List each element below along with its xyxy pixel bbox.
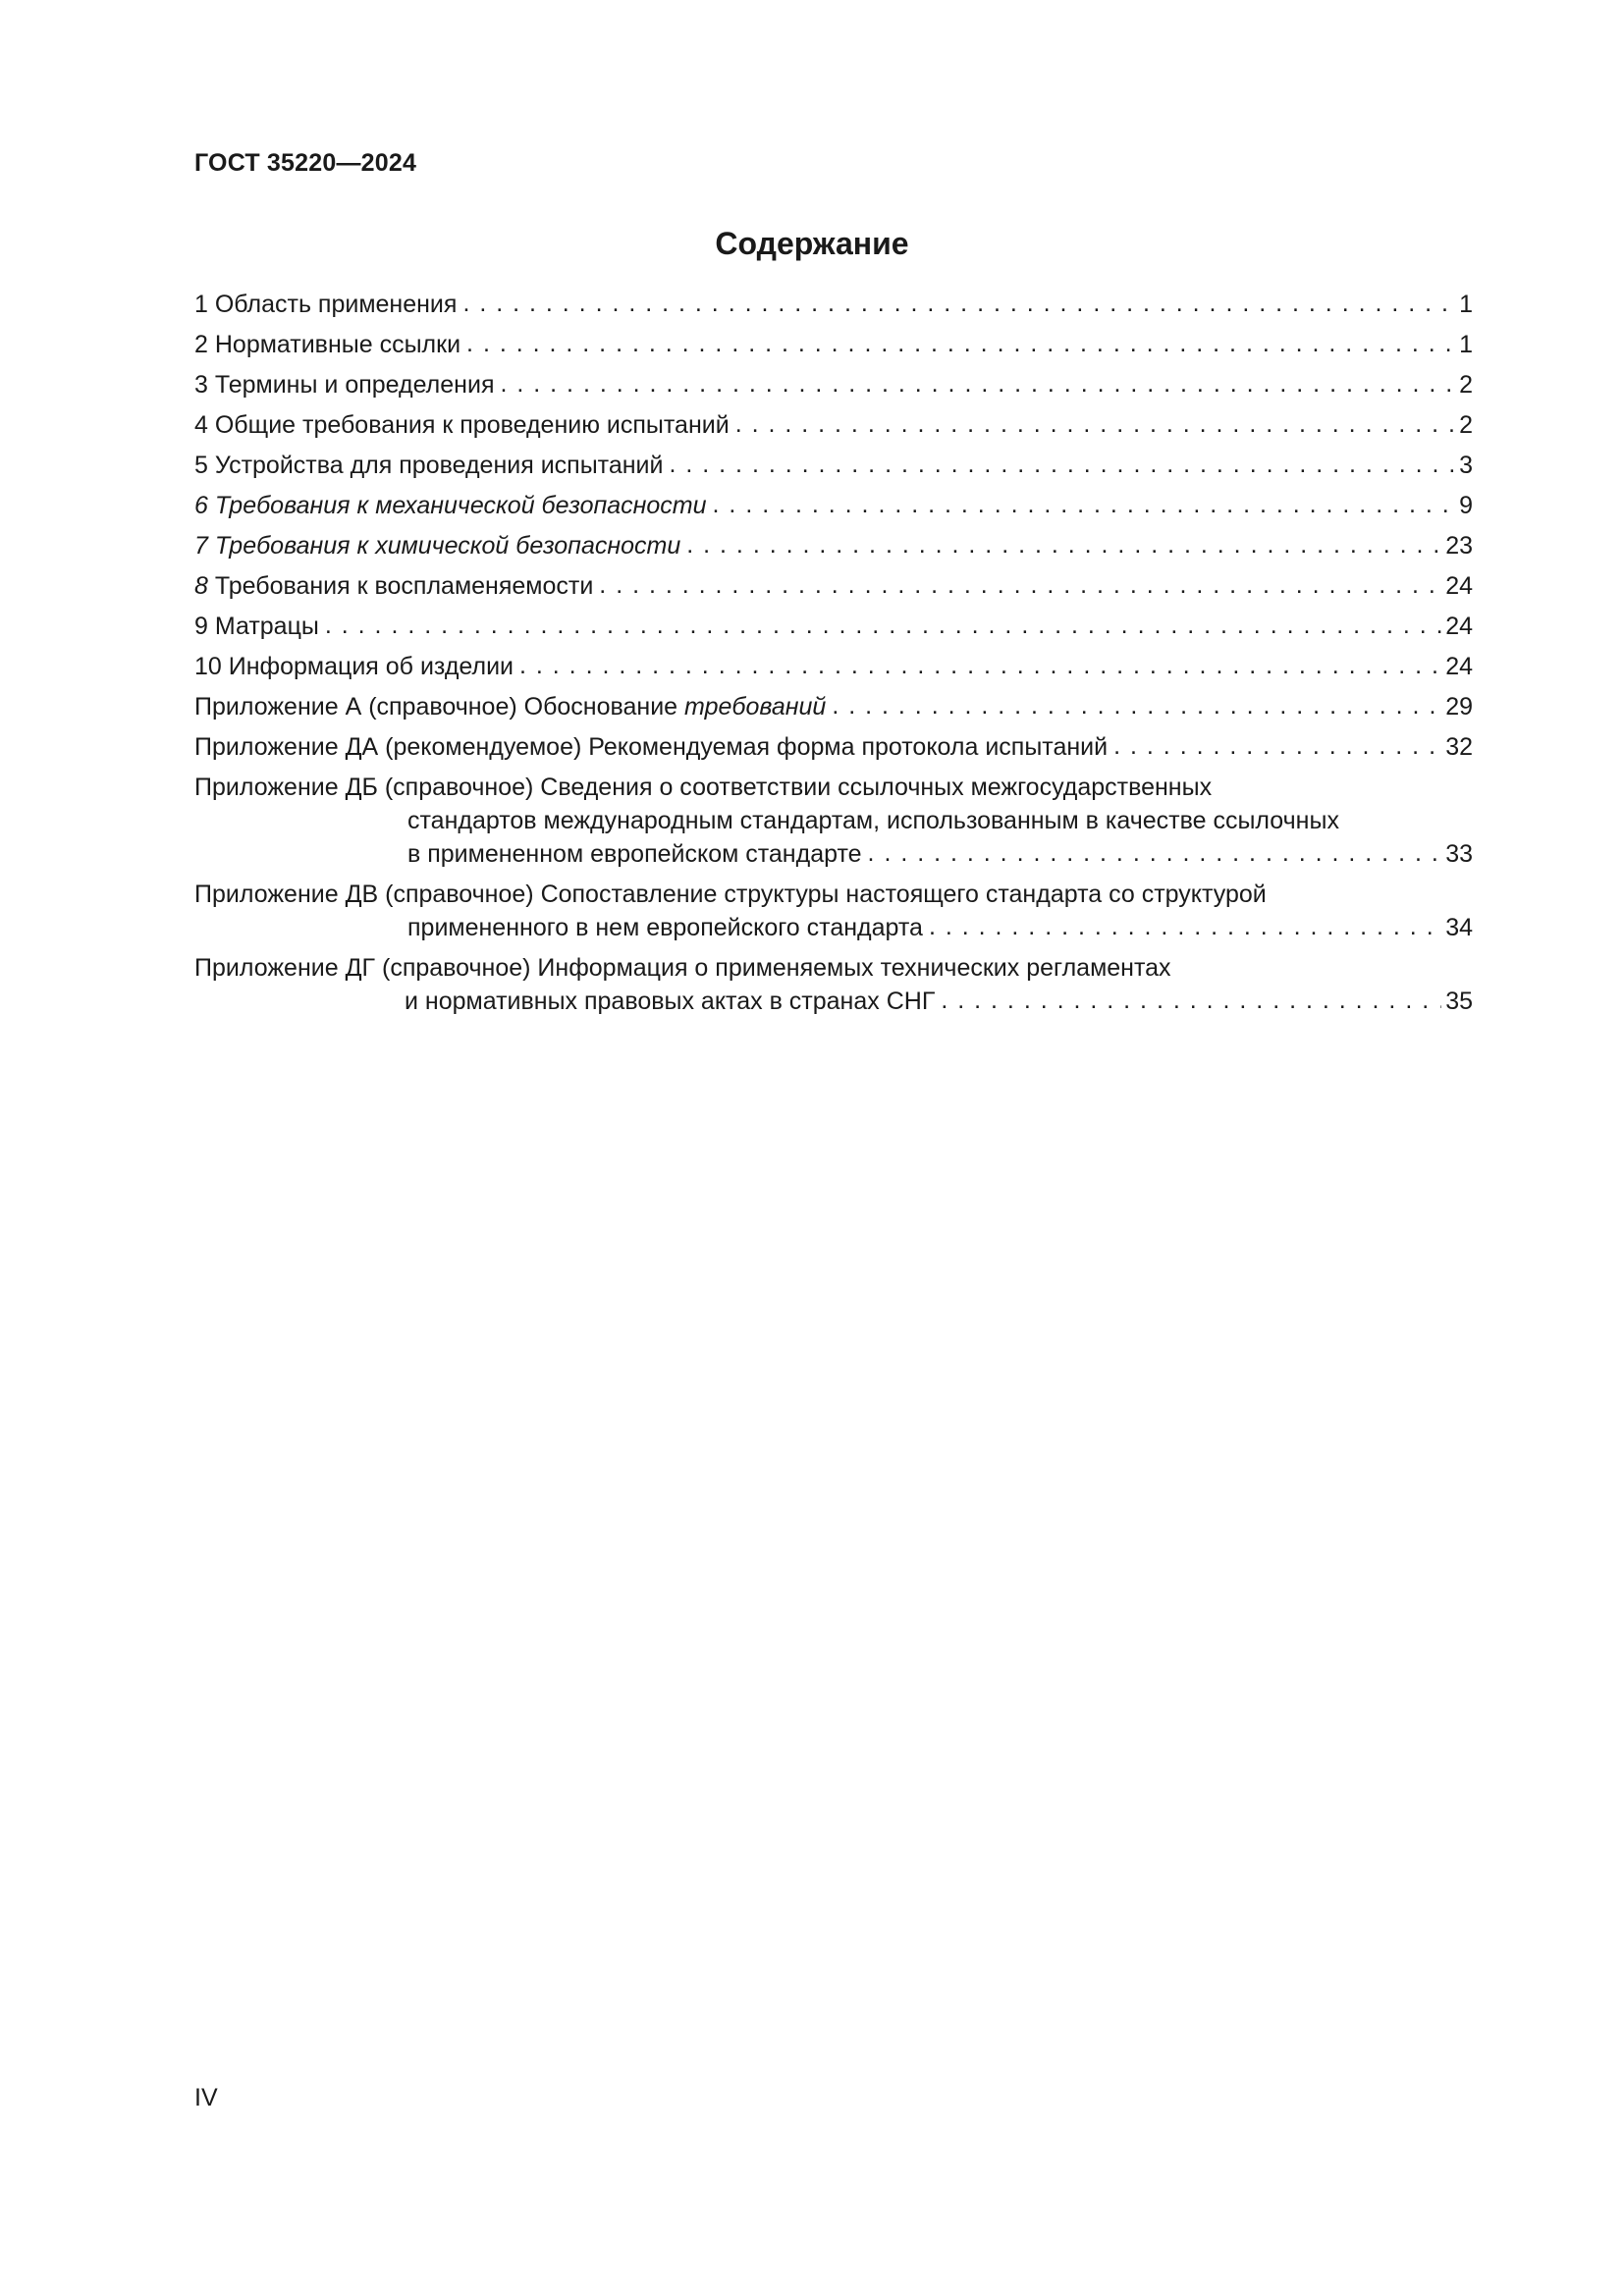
toc-entry-page: 33 xyxy=(1445,840,1473,868)
toc-entry-annex-dg[interactable] xyxy=(194,951,1473,1018)
toc-entry-2[interactable] xyxy=(194,328,1473,368)
toc-entry-label: 1 Область применения xyxy=(194,291,458,318)
toc-entry-page: 29 xyxy=(1445,693,1473,721)
toc-entry-label-continued: и нормативных правовых актах в странах СНГ xyxy=(405,988,936,1015)
dot-leader xyxy=(941,984,1441,1017)
toc-entry-9[interactable] xyxy=(194,610,1473,650)
toc-entry-page: 2 xyxy=(1459,371,1473,399)
toc-entry-label: 10 Информация об изделии xyxy=(194,653,514,680)
toc-entry-label: 8 Требования к воспламеняемости xyxy=(194,572,594,600)
toc-entry-label: 4 Общие требования к проведению испытаний xyxy=(194,411,730,439)
dot-leader xyxy=(599,568,1441,602)
dot-leader xyxy=(868,836,1442,870)
toc-entry-label: Приложение А (справочное) Обоснование требований xyxy=(194,693,827,721)
dot-leader xyxy=(832,689,1441,722)
toc-entry-page: 3 xyxy=(1459,452,1473,479)
toc-entry-8[interactable] xyxy=(194,569,1473,610)
page-title: Содержание xyxy=(715,226,909,261)
toc-entry-page: 34 xyxy=(1445,914,1473,941)
toc-entry-4[interactable] xyxy=(194,408,1473,449)
toc-entry-label-continued: примененного в нем европейского стандарта xyxy=(407,914,923,941)
dot-leader xyxy=(500,367,1455,400)
dot-leader xyxy=(462,287,1455,320)
toc-entry-page: 35 xyxy=(1445,988,1473,1015)
toc-entry-1[interactable] xyxy=(194,288,1473,328)
toc-entry-annex-dv[interactable] xyxy=(194,878,1473,944)
toc-entry-page: 24 xyxy=(1445,572,1473,600)
toc-entry-page: 23 xyxy=(1445,532,1473,560)
toc-entry-annex-da[interactable] xyxy=(194,730,1473,771)
toc-entry-page: 9 xyxy=(1459,492,1473,519)
toc-entry-annex-db[interactable] xyxy=(194,771,1473,871)
dot-leader xyxy=(466,327,1455,360)
document-code: ГОСТ 35220—2024 xyxy=(194,149,417,177)
table-of-contents xyxy=(194,288,1473,1025)
toc-entry-label: Приложение ДВ (справочное) Сопоставление структуры настоящего стандарта со структурой xyxy=(194,881,1267,908)
toc-entry-7[interactable] xyxy=(194,529,1473,569)
page-number: IV xyxy=(194,2084,218,2111)
dot-leader xyxy=(713,488,1456,521)
toc-entry-page: 32 xyxy=(1445,733,1473,761)
dot-leader xyxy=(735,407,1455,441)
toc-entry-page: 24 xyxy=(1445,653,1473,680)
toc-entry-label-continued: стандартов международным стандартам, использованным в качестве ссылочных xyxy=(407,807,1339,834)
dot-leader xyxy=(519,649,1441,682)
toc-entry-label: Приложение ДА (рекомендуемое) Рекомендуемая форма протокола испытаний xyxy=(194,733,1109,761)
toc-entry-label: Приложение ДБ (справочное) Сведения о соответствии ссылочных межгосударственных xyxy=(194,774,1213,801)
toc-entry-page: 24 xyxy=(1445,613,1473,640)
toc-entry-6[interactable] xyxy=(194,489,1473,529)
toc-entry-label: 9 Матрацы xyxy=(194,613,319,640)
toc-entry-label: Приложение ДГ (справочное) Информация о применяемых технических регламентах xyxy=(194,954,1171,982)
toc-entry-page: 1 xyxy=(1459,331,1473,358)
toc-entry-annex-a[interactable] xyxy=(194,690,1473,730)
dot-leader xyxy=(325,609,1441,642)
toc-entry-label-continued: в примененном европейском стандарте xyxy=(407,840,862,868)
toc-entry-page: 1 xyxy=(1459,291,1473,318)
toc-entry-label: 6 Требования к механической безопасности xyxy=(194,492,707,519)
toc-entry-label: 5 Устройства для проведения испытаний xyxy=(194,452,664,479)
toc-entry-3[interactable] xyxy=(194,368,1473,408)
toc-entry-5[interactable] xyxy=(194,449,1473,489)
dot-leader xyxy=(669,448,1455,481)
toc-entry-label: 3 Термины и определения xyxy=(194,371,495,399)
toc-entry-10[interactable] xyxy=(194,650,1473,690)
dot-leader xyxy=(929,910,1441,943)
toc-entry-label: 7 Требования к химической безопасности xyxy=(194,532,681,560)
dot-leader xyxy=(1113,729,1441,763)
toc-entry-page: 2 xyxy=(1459,411,1473,439)
dot-leader xyxy=(686,528,1441,561)
toc-entry-label: 2 Нормативные ссылки xyxy=(194,331,461,358)
